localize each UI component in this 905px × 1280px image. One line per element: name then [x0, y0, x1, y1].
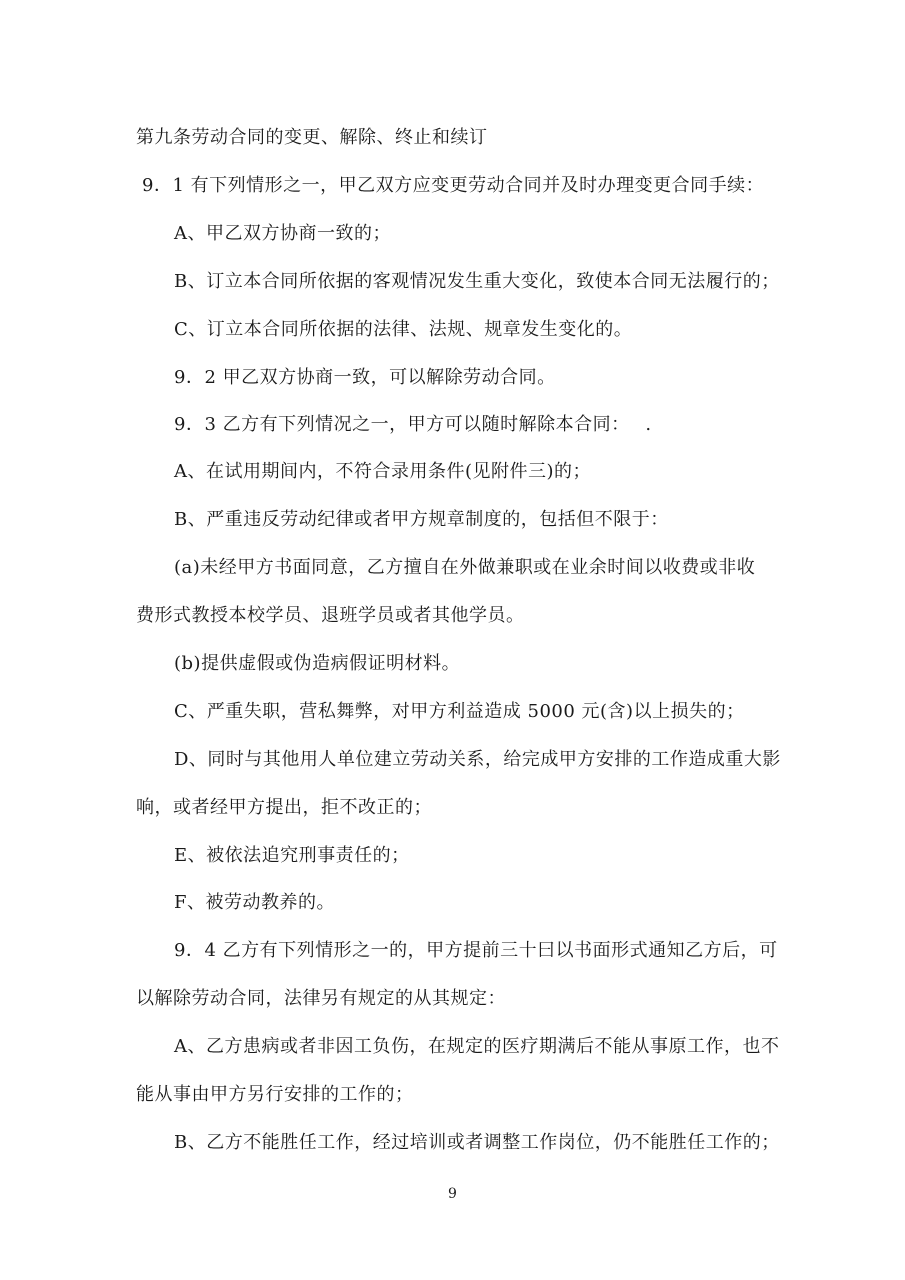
clause-9-4-line2: 以解除劳动合同，法律另有规定的从其规定：	[136, 988, 506, 1009]
section-heading: 第九条劳动合同的变更、解除、终止和续订	[136, 127, 488, 148]
clause-9-3-item-c: C、严重失职，营私舞弊，对甲方利益造成 5000 元(含)以上损失的；	[174, 701, 745, 722]
clause-9-3-item-b-b: (b)提供虚假或伪造病假证明材料。	[174, 653, 461, 674]
clause-9-4-item-b: B、乙方不能胜任工作，经过培训或者调整工作岗位，仍不能胜任工作的；	[174, 1132, 780, 1153]
clause-9-3: 9．3 乙方有下列情况之一，甲方可以随时解除本合同： .	[174, 414, 652, 435]
clause-9-4-item-a-line1: A、乙方患病或者非因工负伤，在规定的医疗期满后不能从事原工作，也不	[174, 1036, 780, 1057]
clause-9-3-item-b-a-line1: (a)未经甲方书面同意，乙方擅自在外做兼职或在业余时间以收费或非收	[174, 557, 756, 578]
clause-9-4-line1: 9．4 乙方有下列情形之一的，甲方提前三十曰以书面形式通知乙方后，可	[174, 940, 778, 961]
clause-9-3-item-d-line2: 响，或者经甲方提出，拒不改正的；	[136, 797, 432, 818]
clause-9-3-item-f: F、被劳动教养的。	[174, 892, 335, 913]
clause-9-3-item-e: E、被依法追究刑事责任的；	[174, 845, 410, 866]
clause-9-1-item-c: C、订立本合同所依据的法律、法规、规章发生变化的。	[174, 319, 633, 340]
clause-9-4-item-a-line2: 能从事由甲方另行安排的工作的；	[136, 1084, 414, 1105]
clause-9-3-item-b: B、严重违反劳动纪律或者甲方规章制度的，包括但不限于：	[174, 509, 669, 530]
clause-9-1: 9．1 有下列情形之一，甲乙双方应变更劳动合同并及时办理变更合同手续：	[142, 175, 765, 196]
page-number: 9	[448, 1186, 457, 1202]
clause-9-1-item-a: A、甲乙双方协商一致的；	[174, 223, 391, 244]
clause-9-2: 9．2 甲乙双方协商一致，可以解除劳动合同。	[174, 367, 556, 388]
clause-9-3-item-b-a-line2: 费形式教授本校学员、退班学员或者其他学员。	[136, 605, 525, 626]
clause-9-1-item-b: B、订立本合同所依据的客观情况发生重大变化，致使本合同无法履行的；	[174, 271, 780, 292]
clause-9-3-item-a: A、在试用期间内，不符合录用条件(见附件三)的；	[174, 461, 592, 482]
clause-9-3-item-d-line1: D、同时与其他用人单位建立劳动关系，给完成甲方安排的工作造成重大影	[174, 749, 781, 770]
